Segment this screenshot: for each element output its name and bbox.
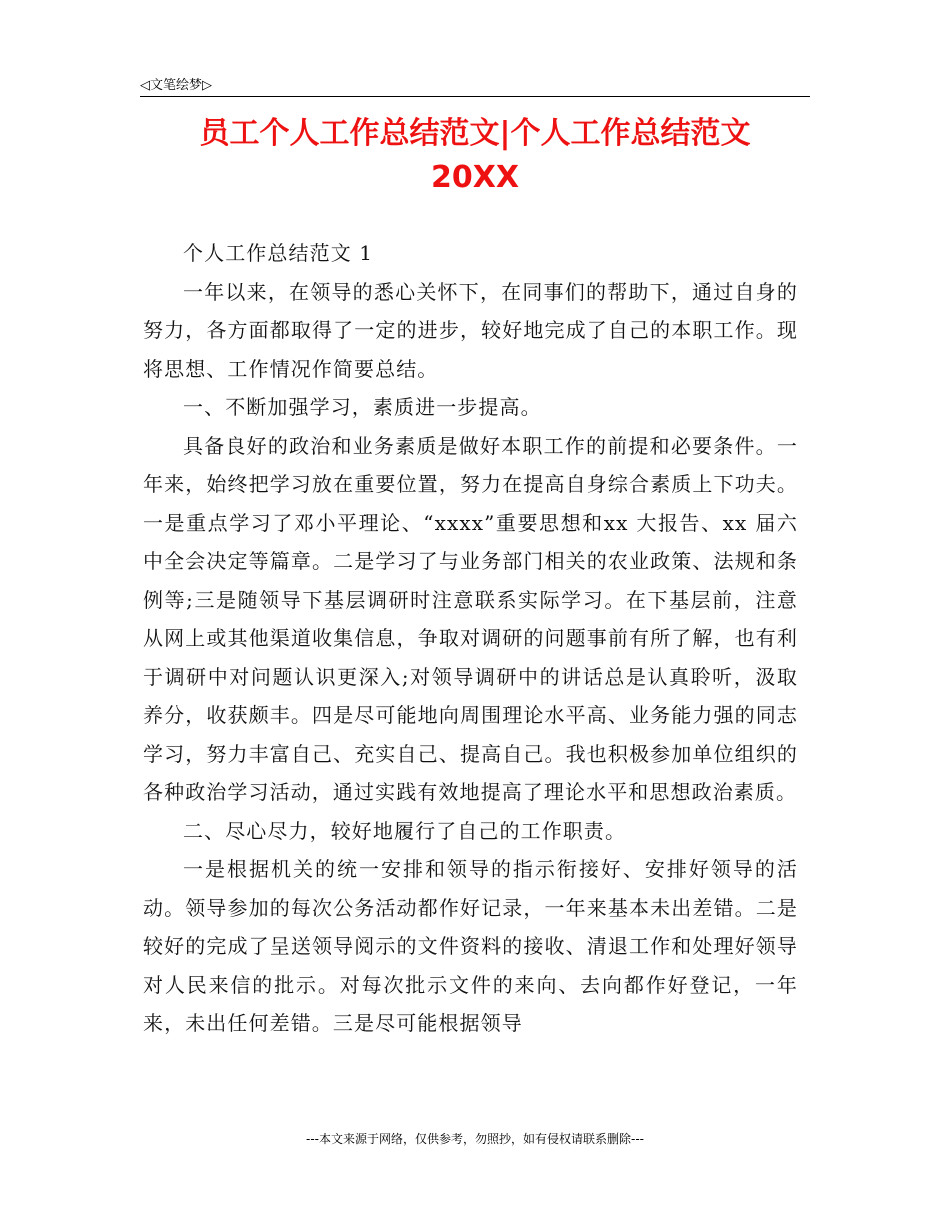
title-line-1: 员工个人工作总结范文|个人工作总结范文 (199, 116, 751, 151)
page-header (140, 72, 810, 97)
document-title (140, 112, 810, 200)
title-line-2: 20XX (430, 160, 519, 195)
body-paragraph: 一是根据机关的统一安排和领导的指示衔接好、安排好领导的活动。领导参加的每次公务活动都作好记录，一年来基本未出差错。二是较好的完成了呈送领导阅示的文件资料的接收、清退工作和处理好领导对人民来信的批示。对每次批示文件的来向、去向都作好登记，一年来，未出任何差错。三是尽可能根据领导 (143, 857, 798, 1035)
section-heading: 一、不断加强学习，素质进一步提高。 (183, 395, 542, 419)
body-paragraph: 具备良好的政治和业务素质是做好本职工作的前提和必要条件。一年来，始终把学习放在重要位置，努力在提高自身综合素质上下功夫。一是重点学习了邓小平理论、“xxxx”重要思想和xx 大报告、xx 届六中全会决定等篇章。二是学习了与业务部门相关的农业政策、法规和条例等;三是随领导下基层调研时注意联系实际学习。在下基层前，注意从网上或其他渠道收集信息，争取对调研的问题事前有所了解，也有利于调研中对问题认识更深入;对领导调研中的讲话总是认真聆听，汲取养分，收获颇丰。四是尽可能地向周围理论水平高、业务能力强的同志学习，努力丰富自己、充实自己、提高自己。我也积极参加单位组织的各种政治学习活动，通过实践有效地提高了理论水平和思想政治素质。 (143, 433, 798, 804)
body-paragraph: 一年以来，在领导的悉心关怀下，在同事们的帮助下，通过自身的努力，各方面都取得了一定的进步，较好地完成了自己的本职工作。现将思想、工作情况作简要总结。 (143, 279, 798, 381)
section-heading: 个人工作总结范文 1 (183, 241, 374, 265)
page-footer: ---本文来源于网络，仅供参考，勿照抄，如有侵权请联系删除--- (306, 1132, 644, 1146)
header-brand: ◁文笔绘梦▷ (140, 78, 212, 93)
section-heading: 二、尽心尽力，较好地履行了自己的工作职责。 (183, 818, 627, 843)
document-body (143, 234, 798, 1043)
